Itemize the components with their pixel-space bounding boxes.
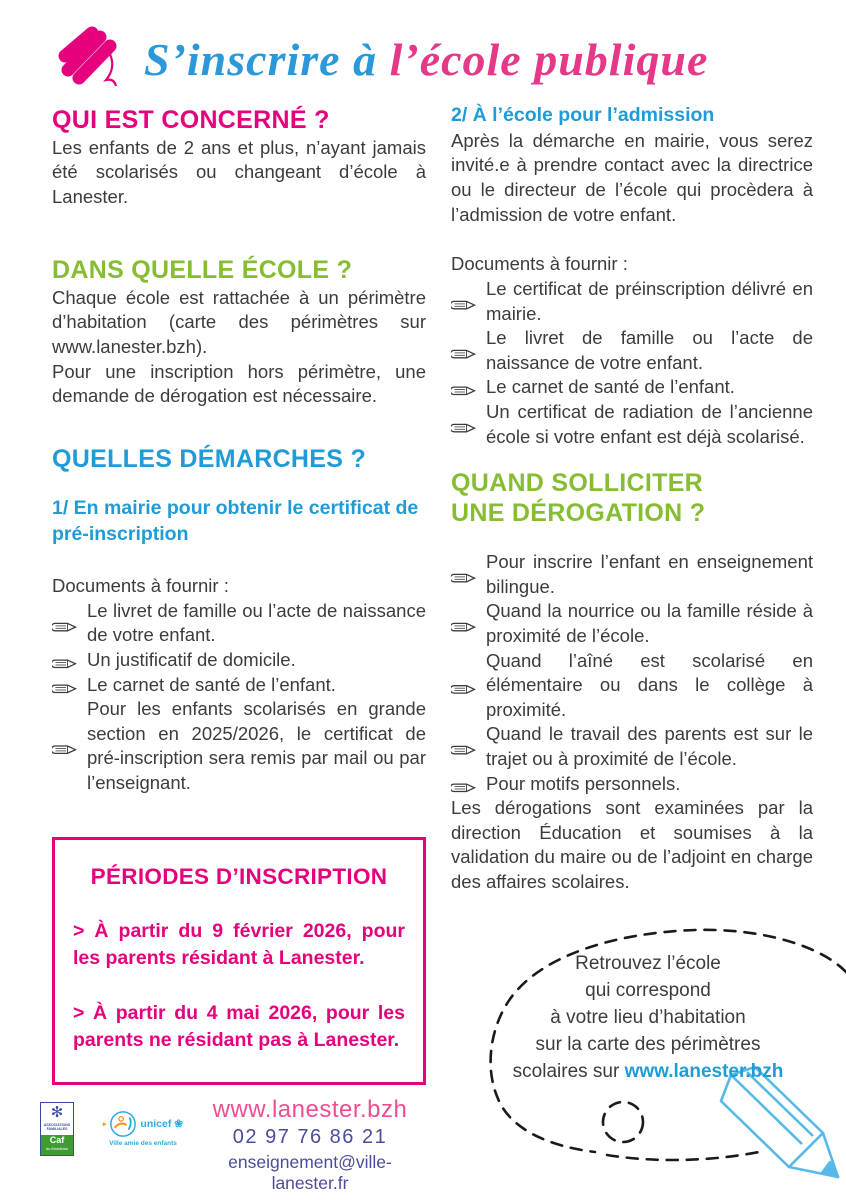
- footer-email-link[interactable]: enseignement@ville-lanester.fr: [228, 1152, 392, 1193]
- paragraph-derogations-examinees: Les dérogations sont examinées par la direction Éducation et soumises à la validation du maire ou de l’adjoint en charge des affaires scolaires.: [451, 797, 814, 892]
- bubble-line: qui correspond: [585, 979, 711, 1001]
- footer-website-link[interactable]: www.lanester.bzh: [212, 1096, 408, 1123]
- pencil-bullet-icon: [451, 606, 477, 648]
- list-item-text: Quand l’aîné est scolarisé en élémentaire ou dans le collège à proximité.: [486, 649, 813, 720]
- pencil-bullet-icon: [451, 382, 477, 400]
- bubble-website-link[interactable]: www.lanester.bzh: [624, 1060, 784, 1082]
- documents-label-left: Documents à fournir :: [52, 574, 229, 596]
- right-column: [451, 103, 813, 895]
- unicef-caption: Ville amie des enfants: [109, 1140, 177, 1147]
- heading-derogation-line1: QUAND SOLLICITER: [451, 469, 704, 498]
- list-item: [451, 400, 813, 449]
- pencil-bullet-icon: [451, 407, 477, 449]
- paragraph-which-school-2: Pour une inscription hors périmètre, une demande de dérogation est nécessaire.: [52, 360, 426, 407]
- list-item-text: Pour les enfants scolarisés en grande section en 2025/2026, le certificat de pré-inscription sera remis par mail ou par l’enseignant.: [87, 698, 426, 793]
- documents-list-ecole: [451, 277, 813, 449]
- list-item-text: Le carnet de santé de l’enfant.: [486, 376, 735, 398]
- pencil-bullet-icon: [52, 655, 78, 673]
- pencil-bullet-icon: [52, 704, 78, 795]
- list-item: [451, 277, 813, 326]
- list-item-text: Quand la nourrice ou la famille réside à proximité de l’école.: [486, 600, 813, 647]
- list-item: [451, 326, 813, 375]
- registration-periods-box: [52, 837, 426, 1085]
- pink-brush-stroke-icon: [52, 24, 130, 94]
- heading-periodes-inscription: PÉRIODES D’INSCRIPTION: [90, 864, 388, 890]
- list-item-text: Le certificat de préinscription délivré en mairie.: [486, 278, 813, 324]
- unicef-logo-mark: ▸: [102, 1121, 107, 1128]
- bubble-line: [483, 1059, 813, 1086]
- caf-morbihan-logo: [40, 1102, 74, 1156]
- pencil-bullet-icon: [52, 680, 78, 698]
- list-item-text: Pour inscrire l’enfant en enseignement bilingue.: [486, 551, 813, 597]
- paragraph-admission: Après la démarche en mairie, vous serez invité.e à prendre contact avec la directrice ou le directeur de l’école qui procèdera à l’admission de votre enfant.: [451, 129, 813, 225]
- unicef-circle-drawing: [109, 1110, 137, 1138]
- subheading-step-1: 1/ En mairie pour obtenir le certificat de pré-inscription: [52, 497, 419, 545]
- footer-phone-number: 02 97 76 86 21: [232, 1126, 388, 1148]
- title-part-pink: l’école publique: [377, 33, 709, 85]
- list-item: [52, 648, 426, 673]
- list-item: [52, 599, 426, 648]
- list-item: [451, 772, 813, 797]
- caf-label: Caf: [49, 1135, 65, 1145]
- bubble-text: [483, 951, 813, 1086]
- list-item-text: Un certificat de radiation de l’ancienne école si votre enfant est déjà scolarisé.: [486, 401, 813, 447]
- pencil-bullet-icon: [451, 656, 477, 723]
- bubble-line: Retrouvez l’école: [575, 953, 721, 974]
- bubble-line5-prefix: scolaires sur: [512, 1060, 625, 1082]
- list-item-text: Un justificatif de domicile.: [87, 648, 296, 670]
- list-item: [451, 375, 813, 400]
- documents-list-mairie: [52, 599, 426, 796]
- pencil-bullet-icon: [451, 333, 477, 375]
- heading-qui-est-concerne: QUI EST CONCERNÉ ?: [52, 106, 330, 134]
- list-item-text: Quand le travail des parents est sur le trajet ou à proximité de l’école.: [486, 723, 813, 770]
- unicef-ville-amie-logo: [95, 1110, 191, 1147]
- list-item-text: Pour motifs personnels.: [486, 772, 681, 794]
- list-item: [451, 550, 813, 599]
- list-item-text: Le livret de famille ou l’acte de naissance de votre enfant.: [87, 599, 426, 646]
- heading-derogation-line2: UNE DÉROGATION ?: [451, 498, 706, 527]
- heading-quelles-demarches: QUELLES DÉMARCHES ?: [52, 444, 367, 473]
- caf-logo-text: ASSOCIATIONS FAMILIALES: [43, 1123, 71, 1131]
- list-item: [451, 649, 813, 723]
- pencil-bullet-icon: [451, 729, 477, 771]
- documents-label-right: Documents à fournir :: [451, 253, 628, 275]
- list-item: [451, 722, 813, 771]
- contact-block: [195, 1096, 425, 1194]
- paragraph-which-school-1: Chaque école est rattachée à un périmètre d’habitation (carte des périmètres sur www.lanester.bzh).: [52, 286, 426, 357]
- period-item-1: > À partir du 9 février 2026, pour les parents résidant à Lanester.: [73, 920, 405, 970]
- title-part-blue: S’inscrire à: [144, 33, 378, 85]
- derogation-list: [451, 550, 813, 796]
- list-item: [451, 599, 813, 648]
- heading-quand-solliciter-derogation: [451, 469, 813, 528]
- bubble-line: à votre lieu d’habitation: [550, 1006, 746, 1028]
- list-item-text: Le livret de famille ou l’acte de naissance de votre enfant.: [486, 327, 813, 373]
- header: [52, 24, 708, 94]
- list-item-text: Le carnet de santé de l’enfant.: [87, 673, 336, 695]
- list-item: [52, 697, 426, 795]
- left-column: [52, 106, 426, 1085]
- caf-snowflake-glyph: ✻: [50, 1104, 64, 1121]
- bubble-line: sur la carte des périmètres: [535, 1033, 761, 1055]
- unicef-brand-text: unicef ❀: [140, 1118, 184, 1130]
- pencil-bullet-icon: [52, 606, 78, 648]
- pencil-bullet-icon: [451, 779, 477, 797]
- pencil-bullet-icon: [451, 557, 477, 599]
- paragraph-concerned: Les enfants de 2 ans et plus, n’ayant jamais été scolarisés ou changeant d’école à Lanester.: [52, 136, 426, 207]
- heading-dans-quelle-ecole: DANS QUELLE ÉCOLE ?: [52, 256, 353, 285]
- pencil-bullet-icon: [451, 284, 477, 326]
- list-item: [52, 673, 426, 698]
- period-item-2: > À partir du 4 mai 2026, pour les parents ne résidant pas à Lanester.: [73, 1002, 405, 1052]
- caf-department-label: du Morbihan: [45, 1146, 69, 1151]
- speech-bubble: [455, 915, 846, 1200]
- subheading-step-2: 2/ À l’école pour l’admission: [451, 104, 715, 126]
- page-title: [144, 33, 708, 86]
